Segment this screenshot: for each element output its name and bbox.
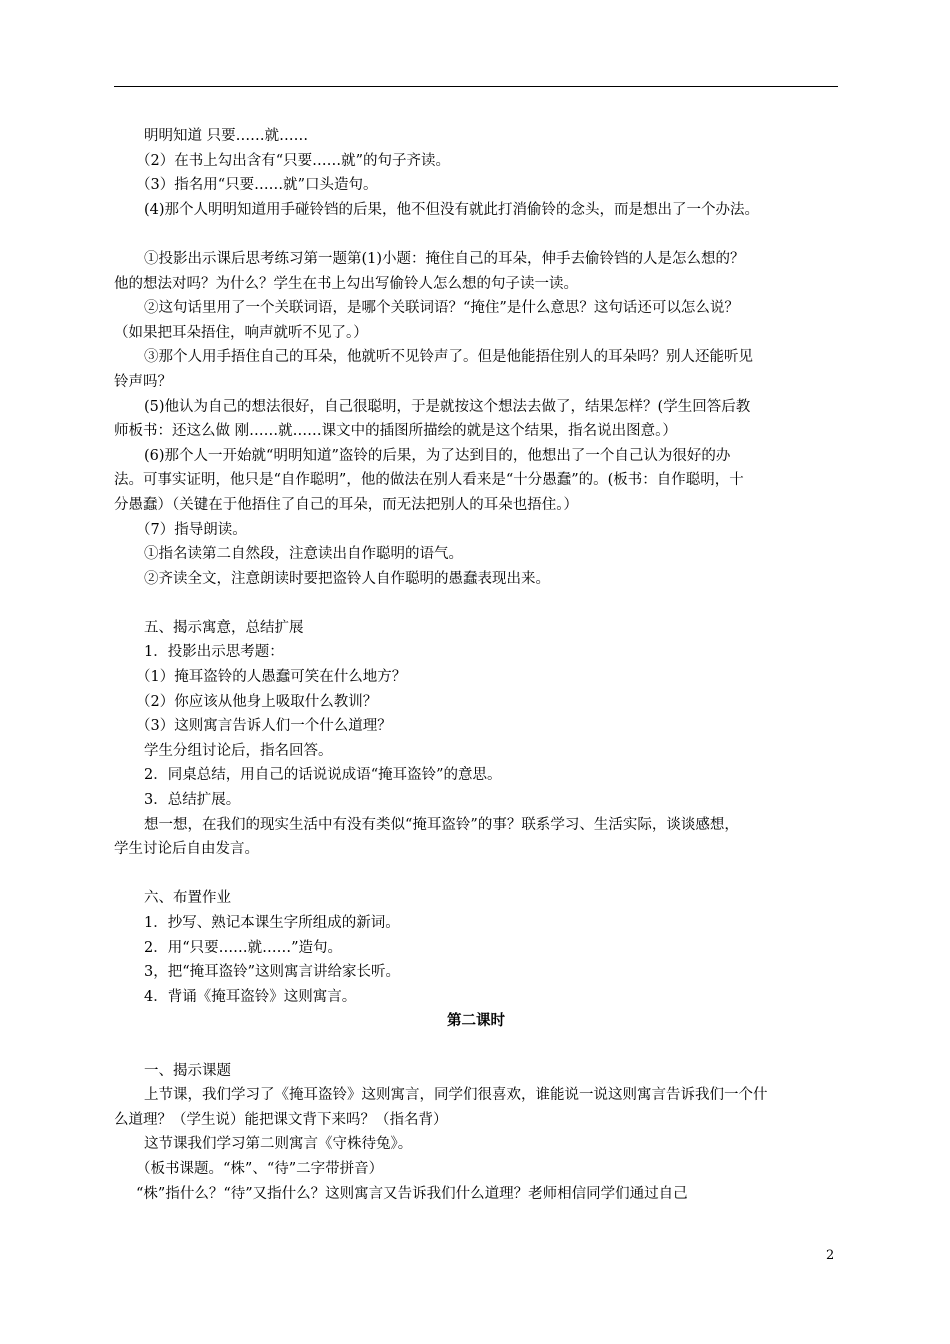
text-line: （2）你应该从他身上吸取什么教训？: [136, 693, 378, 710]
text-line: 铃声吗？: [114, 373, 172, 390]
text-line: 3．总结扩展。: [144, 792, 241, 809]
text-line: （3）指名用“只要……就”口头造句。: [136, 177, 378, 194]
text-line: 上节课，我们学习了《掩耳盗铃》这则寓言，同学们很喜欢，谁能说一说这则寓言告诉我们一个什: [144, 1087, 768, 1104]
text-line: (5)他认为自己的想法很好，自己很聪明，于是就按这个想法去做了，结果怎样？(学生回答后教: [144, 398, 751, 415]
text-line: 明明知道 只要……就……: [144, 128, 309, 144]
text-line: 他的想法对吗？为什么？学生在书上勾出写偷铃人怎么想的句子读一读。: [114, 275, 578, 292]
text-line: 2．同桌总结，用自己的话说说成语“掩耳盗铃”的意思。: [144, 767, 502, 784]
text-line: 六、布置作业: [144, 890, 231, 907]
text-line: 么道理？（学生说）能把课文背下来吗？（指名背）: [114, 1111, 448, 1128]
text-line: 学生分组讨论后，指名回答。: [144, 742, 333, 759]
header-rule: [114, 86, 838, 87]
section-heading: 第二课时: [447, 1012, 505, 1030]
text-line: 1．投影出示思考题：: [144, 644, 284, 661]
text-line: 3，把“掩耳盗铃”这则寓言讲给家长听。: [144, 964, 401, 981]
document-body: [114, 124, 838, 1206]
text-line: ①指名读第二自然段，注意读出自作聪明的语气。: [144, 546, 463, 563]
text-line: 五、揭示寓意，总结扩展: [144, 619, 304, 636]
text-line: 4．背诵《掩耳盗铃》这则寓言。: [144, 988, 357, 1005]
text-line: 法。可事实证明，他只是“自作聪明”，他的做法在别人看来是“十分愚蠢”的。(板书：自作聪明，十: [114, 472, 744, 489]
text-line: （7）指导朗读。: [136, 521, 247, 538]
text-line: （如果把耳朵捂住，响声就听不见了。）: [114, 324, 368, 341]
text-line: 学生讨论后自由发言。: [114, 841, 259, 858]
text-line: 这节课我们学习第二则寓言《守株待兔》。: [144, 1136, 413, 1153]
text-line: 分愚蠢）（关键在于他捂住了自己的耳朵，而无法把别人的耳朵也捂住。）: [114, 496, 578, 513]
paragraph-gap: [114, 862, 838, 887]
page-number: 2: [826, 1248, 835, 1263]
paragraph-gap: [114, 1034, 838, 1059]
text-line: “株”指什么？“待”又指什么？这则寓言又告诉我们什么道理？老师相信同学们通过自己: [136, 1185, 688, 1202]
paragraph-gap: [114, 591, 838, 616]
text-line: 师板书：还这么做 刚……就……课文中的插图所描绘的就是这个结果，指名说出图意。）: [114, 423, 677, 440]
text-line: (4)那个人明明知道用手碰铃铛的后果，他不但没有就此打消偷铃的念头，而是想出了一个办法。: [144, 201, 760, 218]
text-line: (6)那个人一开始就“明明知道”盗铃的后果，为了达到目的，他想出了一个自己认为很好的办: [144, 447, 731, 464]
text-line: 想一想，在我们的现实生活中有没有类似“掩耳盗铃”的事？联系学习、生活实际，谈谈感想，: [144, 816, 739, 833]
text-line: 1．抄写、熟记本课生字所组成的新词。: [144, 915, 400, 931]
text-line: 2．用“只要……就……”造句。: [144, 939, 343, 956]
text-line: ③那个人用手捂住自己的耳朵，他就听不见铃声了。但是他能捂住别人的耳朵吗？别人还能听见: [144, 349, 753, 366]
text-line: 一、揭示课题: [144, 1062, 231, 1079]
text-line: ①投影出示课后思考练习第一题第(1)小题：掩住自己的耳朵，伸手去偷铃铛的人是怎么想的？: [144, 250, 745, 267]
text-line: （1）掩耳盗铃的人愚蠢可笑在什么地方？: [136, 669, 407, 686]
text-line: （板书课题。“株”、“待”二字带拼音）: [136, 1160, 384, 1177]
text-line: ②齐读全文，注意朗读时要把盗铃人自作聪明的愚蠢表现出来。: [144, 570, 550, 587]
paragraph-gap: [114, 222, 838, 247]
text-line: （2）在书上勾出含有“只要……就”的句子齐读。: [136, 152, 451, 169]
text-line: ②这句话里用了一个关联词语，是哪个关联词语？“掩住”是什么意思？这句话还可以怎么说？: [144, 300, 739, 317]
text-line: （3）这则寓言告诉人们一个什么道理？: [136, 718, 392, 735]
